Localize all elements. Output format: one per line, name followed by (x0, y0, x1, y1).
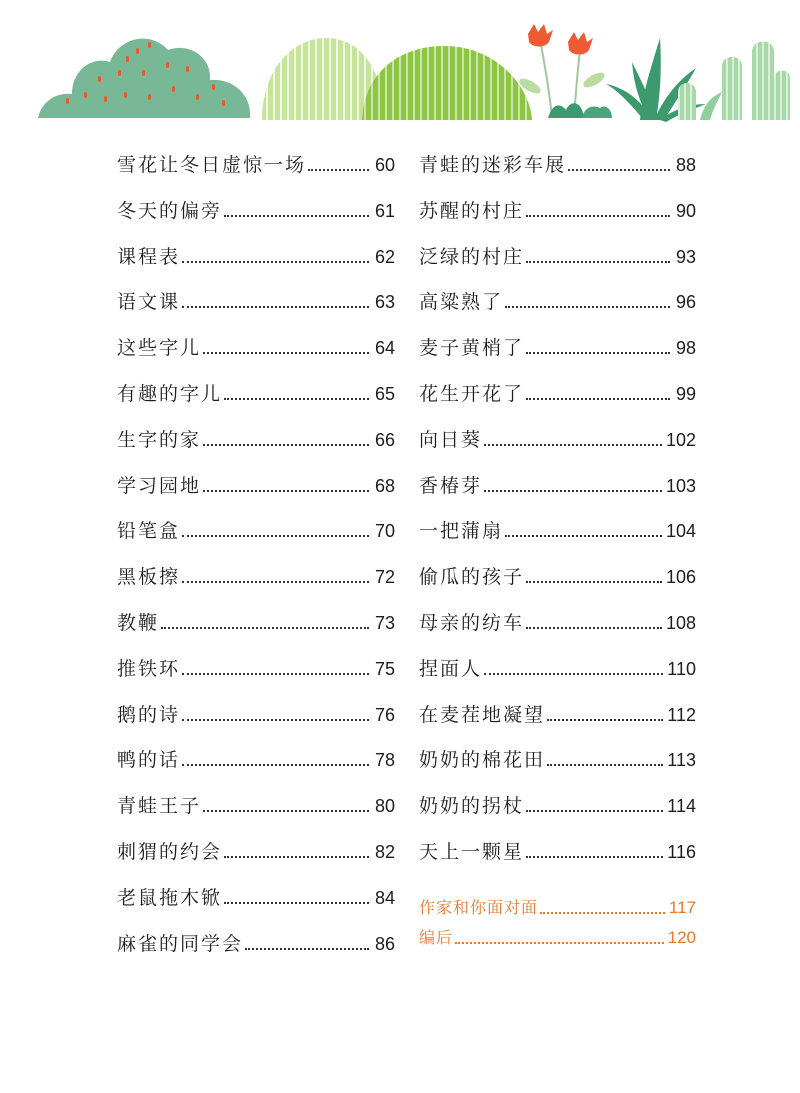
toc-entry-title: 黑板擦 (117, 566, 181, 589)
toc-entry-title: 老鼠拖木锨 (117, 886, 223, 909)
toc-entry[interactable] (419, 650, 696, 680)
toc-dot-leader (484, 444, 662, 446)
toc-entry-title: 麦子黄梢了 (419, 337, 525, 360)
toc-entry-title: 鹅的诗 (117, 703, 181, 726)
toc-dot-leader (203, 810, 369, 812)
toc-entry-title: 教鞭 (117, 612, 160, 634)
dotted-bush-icon (38, 39, 250, 118)
toc-entry-title: 麻雀的同学会 (117, 932, 244, 955)
toc-entry-title: 香椿芽 (419, 474, 483, 497)
toc-dot-leader (182, 719, 369, 721)
toc-dot-leader (526, 810, 663, 812)
toc-entry-title: 作家和你面对面 (419, 898, 539, 917)
toc-page-number: 112 (667, 704, 696, 725)
toc-page-number: 70 (374, 521, 395, 542)
toc-dot-leader (505, 306, 670, 308)
toc-page-number: 116 (667, 842, 696, 862)
toc-entry-title: 语文课 (117, 291, 181, 314)
toc-dot-leader (224, 902, 369, 904)
toc-entry[interactable] (117, 833, 395, 863)
toc-entry[interactable] (117, 787, 395, 817)
toc-page-number: 120 (667, 928, 696, 947)
toc-dot-leader (455, 942, 664, 944)
toc-entry[interactable] (419, 467, 696, 497)
toc-dot-leader (203, 444, 369, 446)
toc-page-number: 64 (374, 338, 395, 359)
toc-page-number: 82 (374, 842, 395, 862)
toc-dot-leader (526, 856, 663, 858)
toc-dot-leader (245, 948, 369, 950)
toc-page-number: 93 (675, 246, 696, 267)
toc-dot-leader (182, 764, 369, 766)
toc-entry[interactable] (419, 787, 696, 817)
toc-entry-title: 铅笔盒 (117, 520, 181, 543)
toc-page-number: 78 (374, 750, 395, 771)
toc-dot-leader (547, 764, 663, 766)
toc-dot-leader (526, 352, 670, 354)
toc-dot-leader (484, 673, 663, 675)
toc-dot-leader (182, 535, 369, 537)
toc-dot-leader (203, 490, 369, 492)
toc-entry[interactable] (419, 329, 696, 359)
toc-entry[interactable] (117, 329, 395, 359)
toc-entry-title: 推铁环 (117, 657, 181, 680)
toc-dot-leader (526, 398, 670, 400)
toc-dot-leader (526, 215, 670, 217)
toc-page-number: 102 (665, 429, 696, 450)
toc-dot-leader (182, 673, 369, 675)
toc-page-number: 113 (667, 750, 696, 771)
toc-page-number: 108 (665, 613, 696, 633)
toc-dot-leader (526, 261, 670, 263)
toc-page-number: 61 (374, 200, 395, 221)
toc-dot-leader (182, 306, 369, 308)
toc-dot-leader (568, 169, 670, 171)
toc-entry[interactable] (117, 925, 395, 955)
toc-entry[interactable] (117, 146, 395, 176)
toc-entry-title: 向日葵 (419, 428, 483, 451)
toc-entry-title: 这些字儿 (117, 337, 202, 360)
toc-dot-leader (308, 169, 369, 171)
toc-entry-title: 课程表 (117, 245, 181, 268)
toc-entry[interactable] (117, 238, 395, 268)
toc-page-number: 99 (675, 384, 696, 404)
toc-page-number: 62 (374, 246, 395, 267)
toc-entry-title: 奶奶的棉花田 (419, 749, 546, 772)
toc-page-number: 75 (374, 658, 395, 679)
toc-dot-leader (484, 490, 662, 492)
toc-entry[interactable] (117, 421, 395, 451)
toc-page-number: 84 (374, 887, 395, 908)
toc-page-number: 86 (374, 933, 395, 954)
toc-entry[interactable] (419, 512, 696, 542)
toc-entry[interactable] (117, 741, 395, 771)
toc-entry-title: 雪花让冬日虚惊一场 (117, 154, 307, 176)
toc-page-number: 90 (675, 200, 696, 221)
toc-entry[interactable] (419, 375, 696, 405)
toc-page-number: 106 (665, 567, 696, 588)
toc-page-number: 114 (667, 796, 696, 817)
toc-entry-title: 捏面人 (419, 657, 483, 680)
toc-entry-title: 鸭的话 (117, 749, 181, 772)
toc-entry-title: 泛绿的村庄 (419, 245, 525, 268)
toc-entry[interactable] (419, 421, 696, 451)
toc-dot-leader (224, 856, 369, 858)
toc-entry-title: 奶奶的拐杖 (419, 795, 525, 818)
toc-entry-title: 高粱熟了 (419, 291, 504, 314)
toc-entry[interactable] (419, 558, 696, 588)
toc-dot-leader (505, 535, 662, 537)
toc-entry-title: 天上一颗星 (419, 841, 525, 863)
toc-entry-title: 花生开花了 (419, 383, 525, 405)
toc-page-number: 96 (675, 292, 696, 313)
toc-entry[interactable] (419, 238, 696, 268)
toc-entry[interactable] (117, 375, 395, 405)
toc-dot-leader (224, 398, 369, 400)
toc-entry-title: 在麦茬地凝望 (419, 703, 546, 726)
toc-entry[interactable] (117, 283, 395, 313)
toc-dot-leader (182, 261, 369, 263)
toc-page-number: 80 (374, 796, 395, 817)
toc-entry-title: 生字的家 (117, 428, 202, 451)
toc-dot-leader (182, 581, 369, 583)
toc-entry-title: 学习园地 (117, 474, 202, 497)
toc-dot-leader (224, 215, 369, 217)
toc-page-number: 60 (374, 155, 395, 175)
toc-entry-title: 有趣的字儿 (117, 383, 223, 405)
toc-entry-title: 苏醒的村庄 (419, 199, 525, 222)
toc-entry-title: 青蛙王子 (117, 795, 202, 818)
toc-entry-title: 冬天的偏旁 (117, 199, 223, 222)
toc-page-number: 104 (665, 521, 696, 542)
bright-hill-icon (362, 46, 532, 120)
toc-dot-leader (540, 912, 665, 914)
toc-entry[interactable] (117, 192, 395, 222)
toc-entry[interactable] (419, 146, 696, 176)
toc-entry-title: 母亲的纺车 (419, 612, 525, 634)
toc-entry[interactable] (117, 879, 395, 909)
toc-entry-title: 一把蒲扇 (419, 520, 504, 543)
toc-dot-leader (526, 581, 662, 583)
toc-extra-entry[interactable] (419, 894, 696, 918)
toc-page-number: 66 (374, 429, 395, 450)
toc-page-number: 65 (374, 384, 395, 404)
toc-entry-title: 青蛙的迷彩车展 (419, 154, 567, 176)
toc-page-number: 63 (374, 292, 395, 313)
toc-entry[interactable] (117, 696, 395, 726)
toc-entry[interactable] (117, 512, 395, 542)
toc-page-number: 98 (675, 338, 696, 359)
toc-page-number: 88 (675, 155, 696, 175)
toc-page-number: 73 (374, 613, 395, 633)
toc-entry[interactable] (117, 558, 395, 588)
toc-page-number: 76 (374, 704, 395, 725)
toc-dot-leader (203, 352, 369, 354)
toc-dot-leader (161, 627, 369, 629)
toc-page-number: 117 (668, 898, 696, 917)
toc-page-number: 72 (374, 567, 395, 588)
toc-entry[interactable] (117, 604, 395, 634)
toc-page-number: 103 (665, 475, 696, 496)
toc-dot-leader (526, 627, 662, 629)
toc-extra-entry[interactable] (419, 924, 696, 948)
toc-entry-title: 编后 (419, 928, 454, 947)
header-illustration (0, 0, 800, 130)
toc-entry-title: 偷瓜的孩子 (419, 566, 525, 589)
toc-entry[interactable] (419, 696, 696, 726)
toc-entry[interactable] (419, 283, 696, 313)
toc-dot-leader (547, 719, 663, 721)
cactus-icon (678, 42, 790, 121)
toc-entry[interactable] (419, 192, 696, 222)
toc-page-number: 110 (667, 658, 696, 679)
toc-page-number: 68 (374, 475, 395, 496)
toc-entry[interactable] (117, 650, 395, 680)
toc-entry[interactable] (419, 741, 696, 771)
toc-entry[interactable] (419, 604, 696, 634)
toc-entry-title: 刺猬的约会 (117, 841, 223, 863)
flower-icon (517, 24, 612, 118)
toc-entry[interactable] (419, 833, 696, 863)
toc-entry[interactable] (117, 467, 395, 497)
